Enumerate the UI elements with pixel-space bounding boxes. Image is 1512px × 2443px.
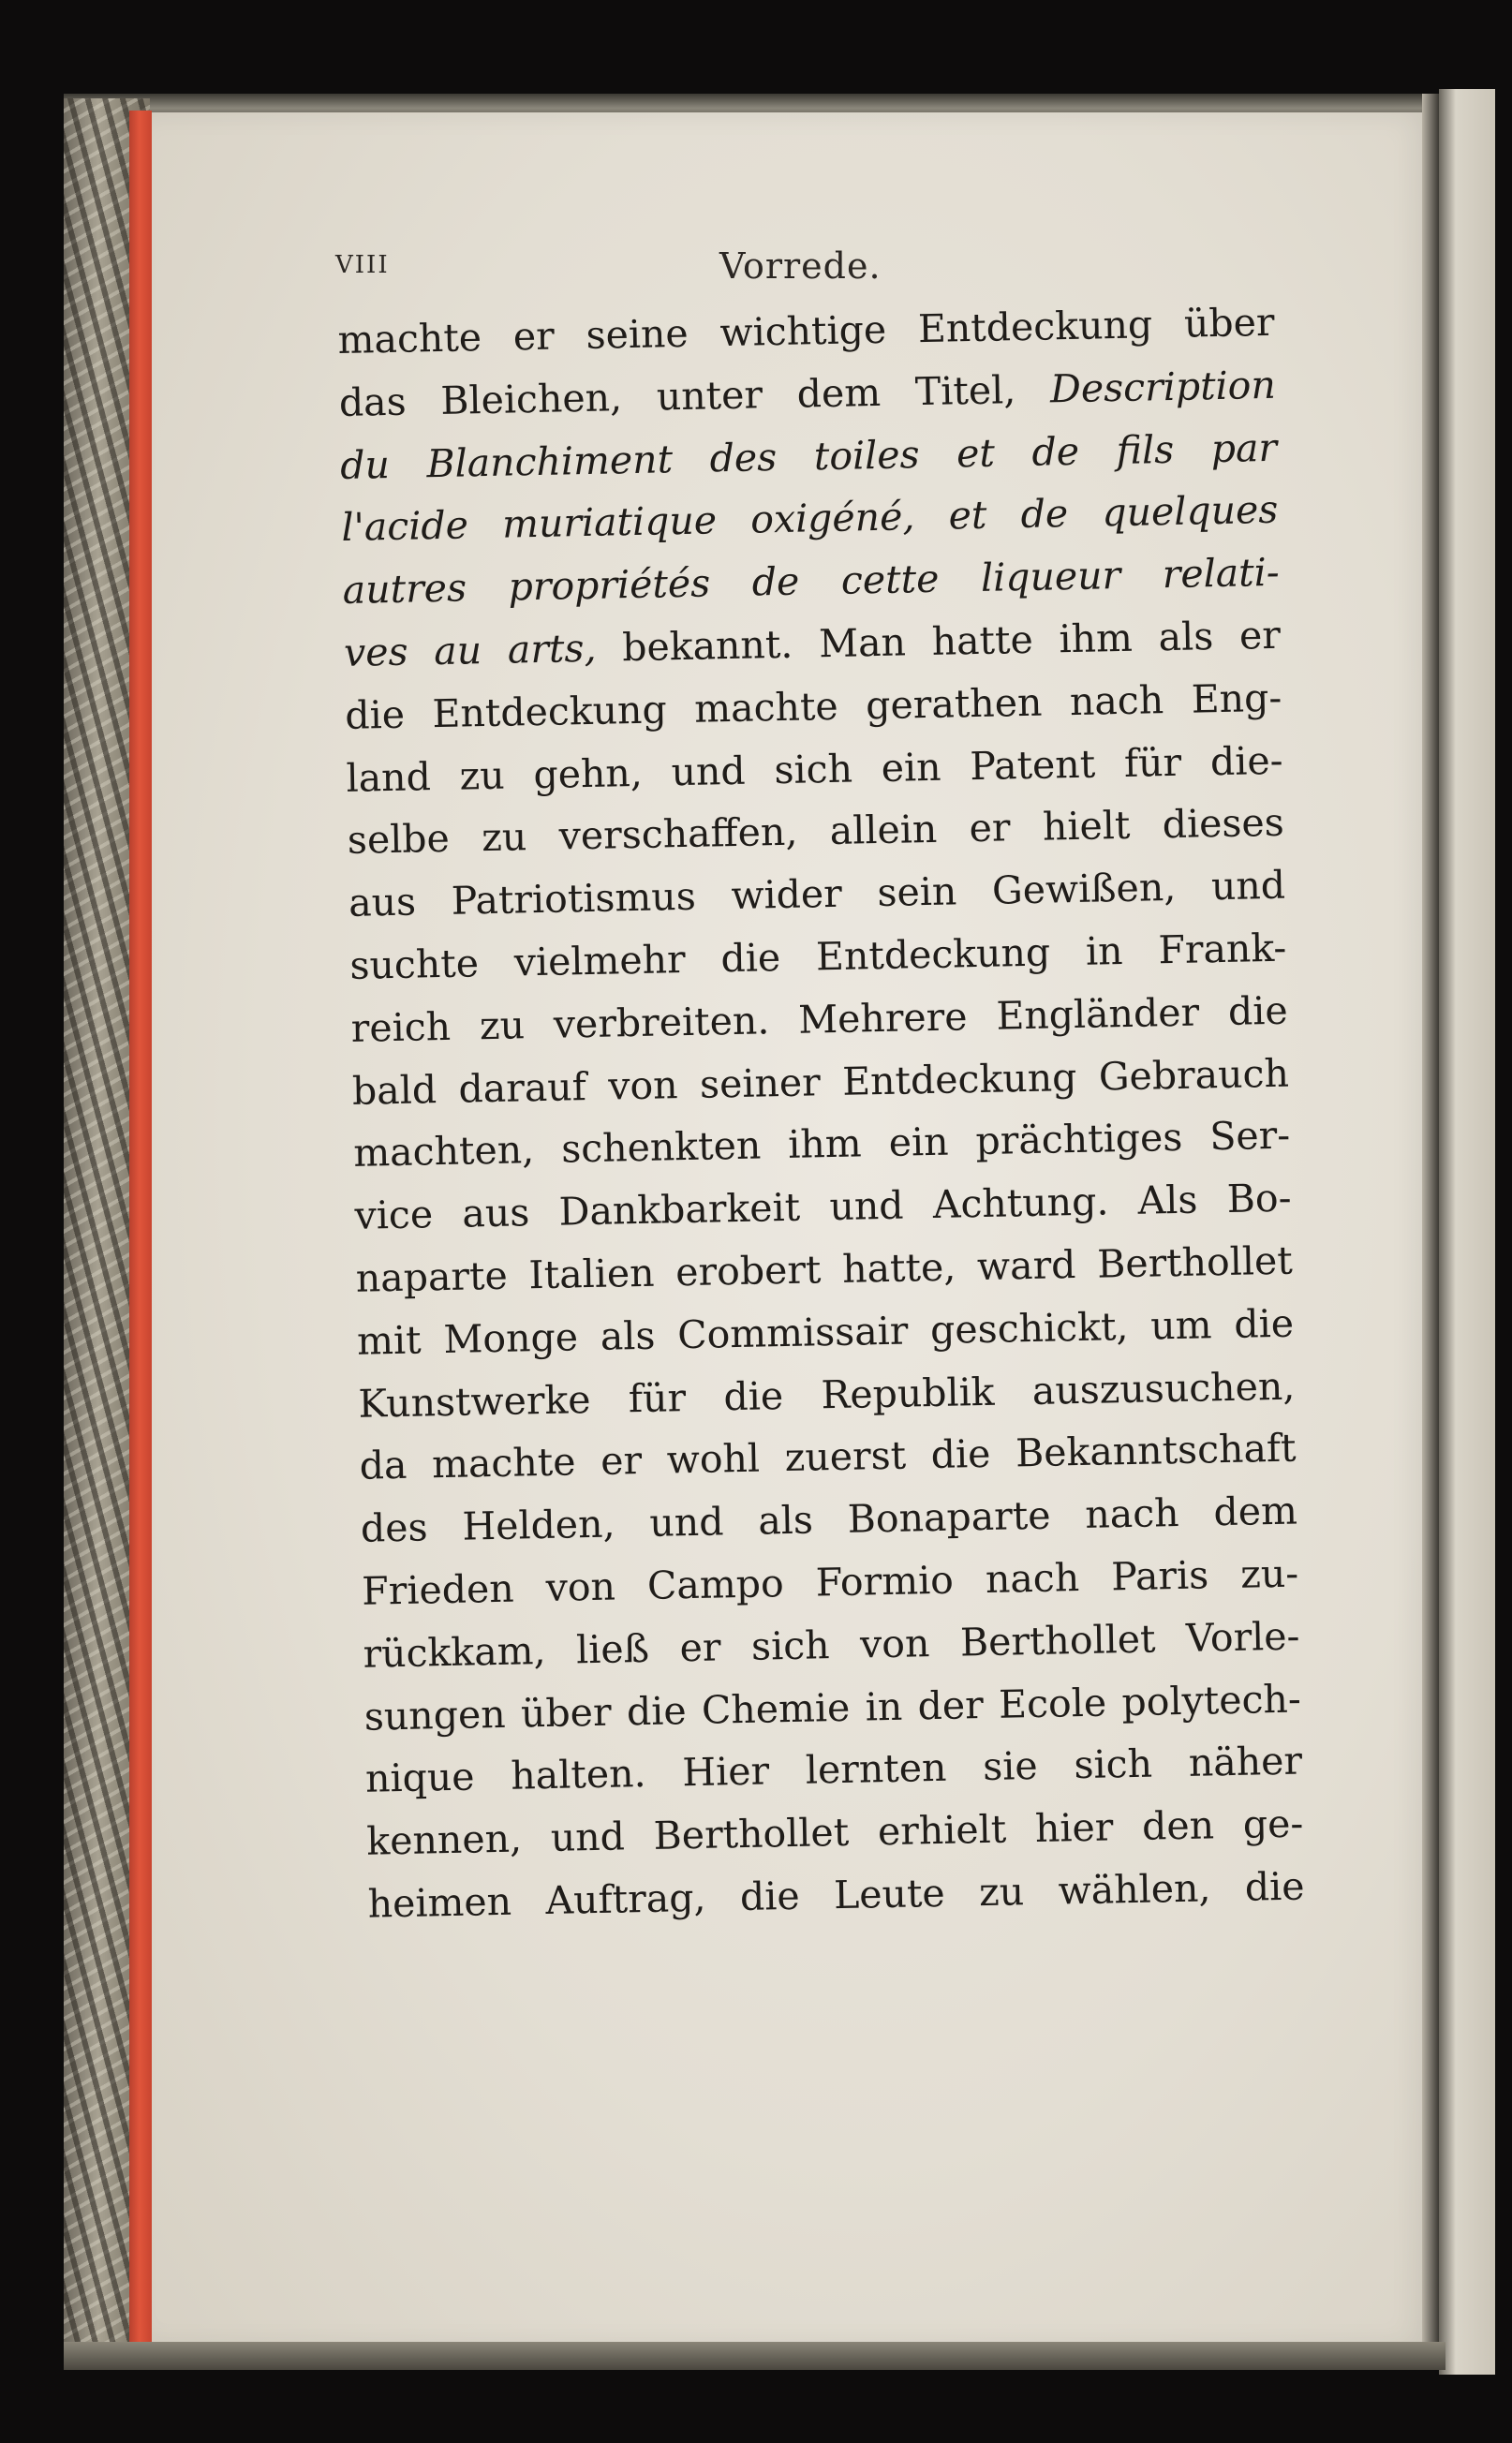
text-segment: das Bleichen, unter dem Titel,: [338, 366, 1051, 425]
text-segment: kennen, und Berthollet erhielt hier den ge-: [365, 1800, 1304, 1864]
text-segment: mit Monge als Commissair geschickt, um die: [356, 1300, 1295, 1364]
text-segment: machte er seine wichtige Entdeckung über: [337, 299, 1275, 363]
text-segment: l'acide muriatique oxigéné, et de quelques: [341, 487, 1279, 551]
red-page-edge: [129, 111, 152, 2359]
text-segment: aus Patriotismus wider sein Gewißen, und: [348, 862, 1286, 926]
page-header: [335, 245, 1291, 292]
text-segment: die Entdeckung machte gerathen nach Eng-: [344, 674, 1282, 738]
text-segment: land zu gehn, und sich ein Patent für die-: [346, 737, 1283, 801]
text-segment: vice aus Dankbarkeit und Achtung. Als Bo-: [354, 1175, 1292, 1238]
text-segment: selbe zu verschaffen, allein er hielt dieses: [347, 800, 1285, 864]
text-segment: machten, schenkten ihm ein prächtiges Ser-: [352, 1113, 1291, 1177]
text-segment: reich zu verbreiten. Mehrere Engländer die: [350, 987, 1289, 1051]
facing-page-edge: [1439, 89, 1495, 2375]
page-number: VIII: [335, 251, 390, 279]
text-segment: autres propriétés de cette liqueur relati-: [342, 549, 1281, 614]
text-segment: suchte vielmehr die Entdeckung in Frank-: [348, 925, 1287, 988]
text-segment: rückkam, ließ er sich von Berthollet Vorle-: [363, 1613, 1300, 1677]
text-segment: bekannt. Man hatte ihm als er: [596, 612, 1282, 671]
text-segment: Kunstwerke für die Republik auszusuchen,: [357, 1363, 1296, 1427]
book-gutter: [1422, 94, 1439, 2361]
text-segment: des Helden, und als Bonaparte nach dem: [360, 1488, 1298, 1551]
text-segment: Frieden von Campo Formio nach Paris zu-: [361, 1550, 1299, 1614]
text-segment: heimen Auftrag, die Leute zu wählen, die: [367, 1863, 1305, 1927]
text-segment: sungen über die Chemie in der Ecole polytech-: [363, 1676, 1302, 1740]
text-segment: Description: [1049, 362, 1277, 412]
text-segment: bald darauf von seiner Entdeckung Gebrauch: [351, 1050, 1290, 1114]
text-segment: ves au arts,: [343, 625, 597, 675]
text-segment: naparte Italien erobert hatte, ward Berthollet: [355, 1237, 1294, 1301]
running-title: Vorrede.: [719, 245, 882, 287]
body-text: [337, 291, 1305, 1936]
text-segment: da machte er wohl zuerst die Bekanntschaft: [359, 1425, 1297, 1489]
text-segment: nique halten. Hier lernten sie sich näher: [364, 1738, 1303, 1802]
text-segment: du Blanchiment des toiles et de fils par: [339, 424, 1278, 488]
book-bottom-edge: [64, 2342, 1445, 2370]
